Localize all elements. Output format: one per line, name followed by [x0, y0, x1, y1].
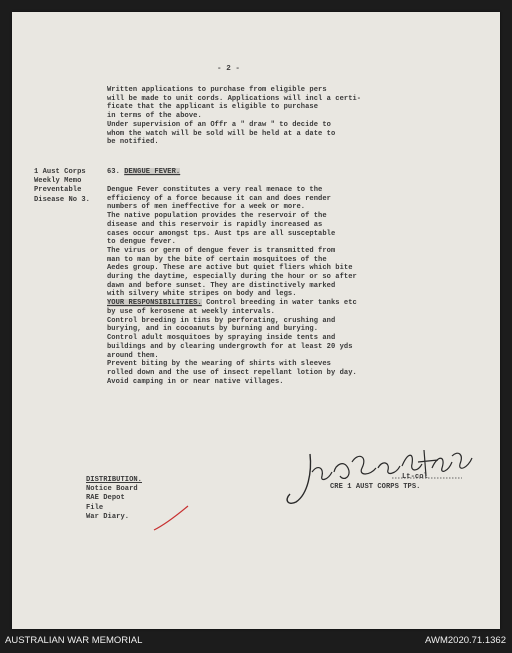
- archive-footer: [0, 629, 512, 653]
- intro-paragraph: Written applications to purchase from eligible pers will be made to unit cords. Applications will incl a certi- ficate that the applicant is eligible to purchase in terms of the above. Under supervision of an Offr a " draw " to decide to whom the watch will be sold will be held at a date to be notified.: [107, 86, 362, 147]
- signature-rank: Lt-col: [402, 473, 428, 481]
- paragraph-number: 63.: [107, 168, 120, 176]
- handwritten-signature: [282, 442, 482, 512]
- distribution-list: Notice Board RAE Depot File War Diary.: [86, 485, 138, 522]
- dengue-body-first: Dengue Fever constitutes a very real menace to the efficiency of a force because it can and does render numbers of men ineffective for a week or more. The native population provides the reservoir of the disease and this reservoir is rapidly increased as cases occur amongst tps. Aust tps are all susceptable to dengue fever. The virus or germ of dengue fever is transmitted from man to man by the bite of certain mosquitoes of the Aedes group. These are active but quiet fliers which bite during the daytime, especially during the hour or so after dawn and before sunset. They are distinctively marked with silvery white stripes on body and legs.: [107, 186, 357, 299]
- document-page: [12, 12, 500, 629]
- distribution-heading: DISTRIBUTION.: [86, 476, 142, 484]
- signature-title: CRE 1 AUST CORPS TPS.: [330, 483, 421, 491]
- paragraph-title: DENGUE FEVER.: [124, 168, 181, 176]
- footer-institution: AUSTRALIAN WAR MEMORIAL: [5, 635, 143, 646]
- responsibilities-line: [107, 299, 357, 308]
- margin-note: 1 Aust Corps Weekly Memo Preventable Disease No 3.: [34, 168, 90, 204]
- page-number: - 2 -: [217, 65, 241, 73]
- responsibilities-label: YOUR RESPONSIBILITIES.: [107, 299, 202, 307]
- responsibilities-lead: Control breeding in water tanks etc: [201, 299, 357, 307]
- paragraph-heading: [107, 168, 180, 177]
- dengue-body-second: by use of kerosene at weekly intervals. Control breeding in tins by perforating, crushing and burying, and in cocoanuts by burning and burying. Control adult mosquitoes by spraying inside tents and buildings and by clearing undergrowth for at least 20 yds around them. Prevent biting by the wearing of shirts with sleeves rolled down and the use of insect repellant lotion by day. Avoid camping in or near native villages.: [107, 308, 357, 386]
- footer-reference: AWM2020.71.1362: [425, 635, 506, 646]
- red-tick-mark: [152, 504, 192, 534]
